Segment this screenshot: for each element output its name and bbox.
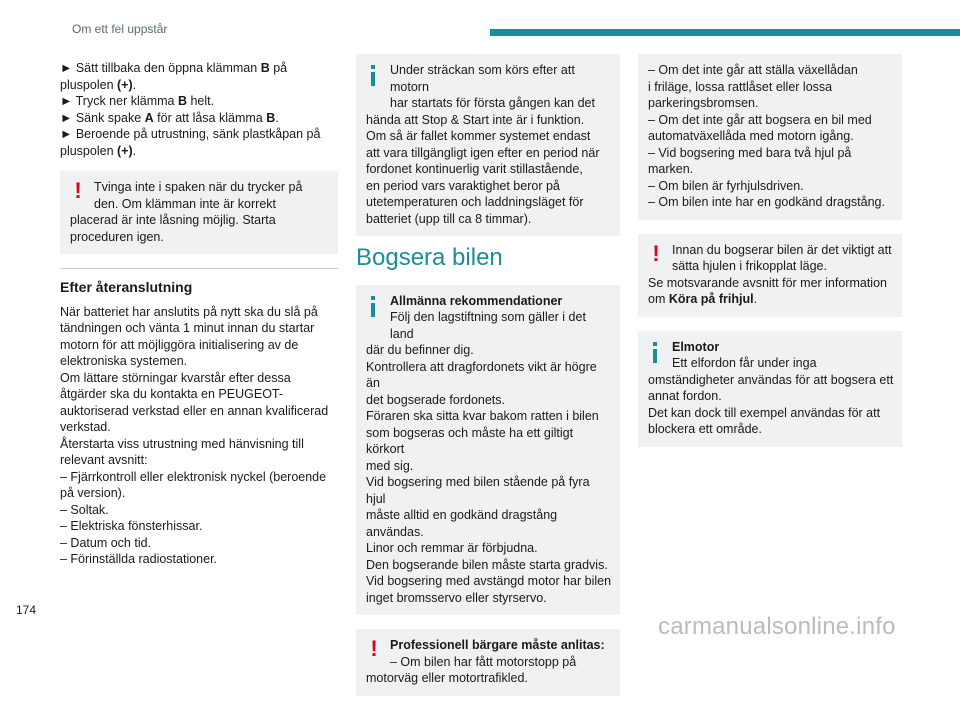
warning-line: Se motsvarande avsnitt för mer information	[648, 275, 887, 290]
warning-box-freewheel	[638, 234, 902, 317]
info-icon	[653, 342, 657, 363]
body-line: elektroniska systemen.	[60, 354, 188, 368]
warning-line: Tvinga inte i spaken när du trycker på	[94, 180, 303, 194]
info-icon	[371, 65, 375, 86]
body-line: – Fjärrkontroll eller elektronisk nyckel (beroende	[60, 469, 327, 484]
box-title: Elmotor	[672, 339, 720, 354]
info-line: Vid bogsering med avstängd motor har bilen	[366, 574, 612, 588]
list-line: – Om bilen inte har en godkänd dragstång.	[648, 195, 885, 209]
steps-list	[60, 60, 338, 159]
info-line: det bogserade fordonets.	[366, 392, 505, 407]
warning-line: – Om bilen har fått motorstopp på	[390, 654, 577, 669]
body-line: – Förinställda radiostationer.	[60, 552, 218, 566]
box-title: Professionell bärgare måste anlitas:	[390, 638, 605, 652]
warning-line: placerad är inte låsning möjlig. Starta	[70, 213, 276, 227]
info-line: att vara tillgängligt igen efter en period när	[366, 145, 600, 160]
info-box-general	[356, 285, 620, 616]
info-line: Ett elfordon får under inga	[672, 356, 817, 370]
section-divider	[60, 268, 338, 269]
step-line: ► Sätt tillbaka den öppna klämman B på	[60, 61, 288, 75]
list-line: – Om det inte går att ställa växellådan	[648, 63, 858, 77]
body-line: – Soltak.	[60, 502, 109, 517]
warning-line: proceduren igen.	[70, 229, 164, 244]
info-line: Den bogserande bilen måste starta gradvis.	[366, 557, 608, 572]
freewheel-reference: Köra på frihjul	[668, 292, 754, 306]
info-line: Det kan dock till exempel användas för att	[648, 405, 881, 420]
warning-line: sätta hjulen i frikopplat läge.	[672, 259, 827, 273]
warning-line: motorväg eller motortrafikled.	[366, 671, 528, 685]
info-line: en period vars varaktighet beror på	[366, 178, 560, 193]
warning-box-professional	[356, 629, 620, 696]
step-line: pluspolen (+).	[60, 143, 137, 158]
column-right	[638, 60, 902, 461]
body-line: åtgärder ska du kontakta en PEUGEOT-	[60, 387, 284, 401]
info-line: Under sträckan som körs efter att motorn	[390, 63, 575, 94]
body-line: Återstarta viss utrustning med hänvisning till	[60, 436, 304, 451]
section-title-towing: Bogsera bilen	[356, 244, 503, 271]
list-line: parkeringsbromsen.	[648, 96, 759, 110]
info-line: hända att Stop & Start inte är i funktion.	[366, 112, 585, 127]
body-line: på version).	[60, 486, 126, 500]
list-line: automatväxellåda med motorn igång.	[648, 129, 854, 143]
step-line: pluspolen (+).	[60, 77, 137, 92]
list-box-conditions	[638, 54, 902, 220]
watermark: carmanualsonline.info	[658, 613, 896, 640]
warning-line: Innan du bogserar bilen är det viktigt att	[672, 242, 892, 257]
warning-box-lever	[60, 171, 338, 254]
step-line: ► Sänk spake A för att låsa klämma B.	[60, 110, 279, 125]
info-line: Kontrollera att dragfordonets vikt är högre än	[366, 359, 597, 390]
warning-exclamation-icon: !	[370, 636, 378, 661]
warning-line: om Köra på frihjul.	[648, 292, 758, 306]
info-line: Föraren ska sitta kvar bakom ratten i bilen	[366, 409, 599, 423]
header-accent-bar	[490, 29, 960, 36]
page-number: 174	[16, 603, 37, 617]
info-line: Vid bogsering med bilen stående på fyra hjul	[366, 475, 590, 506]
info-line: utetemperaturen och laddningsläget för	[366, 195, 584, 209]
info-line: annat fordon.	[648, 389, 722, 403]
info-line: måste alltid en godkänd dragstång användas.	[366, 508, 558, 539]
info-line: med sig.	[366, 458, 414, 473]
header-section-title: Om ett fel uppstår	[72, 22, 168, 36]
body-line: – Elektriska fönsterhissar.	[60, 519, 203, 533]
info-line: batteriet (upp till ca 8 timmar).	[366, 211, 532, 226]
column-left	[60, 60, 338, 568]
step-line: ► Beroende på utrustning, sänk plastkåpan på	[60, 127, 321, 141]
body-line: motorn för att möjliggöra initialisering av de	[60, 337, 299, 352]
list-line: i friläge, lossa rattlåset eller lossa	[648, 79, 833, 94]
body-line: relevant avsnitt:	[60, 453, 148, 467]
info-line: där du befinner dig.	[366, 343, 474, 357]
info-icon	[371, 296, 375, 317]
body-line: När batteriet har anslutits på nytt ska du slå på	[60, 304, 318, 319]
info-line: har startats för första gången kan det	[390, 96, 595, 110]
body-line: auktoriserad verkstad eller en annan kvalificerad	[60, 403, 329, 418]
info-line: som bogseras och måste ha ett giltigt körkort	[366, 425, 574, 456]
list-line: – Vid bogsering med bara två hjul på marken.	[648, 145, 852, 176]
column-middle	[356, 60, 620, 710]
info-line: blockera ett område.	[648, 422, 762, 436]
info-line: Följ den lagstiftning som gäller i det land	[390, 310, 586, 341]
step-line: ► Tryck ner klämma B helt.	[60, 94, 215, 108]
info-box-elmotor	[638, 331, 902, 447]
info-line: Linor och remmar är förbjudna.	[366, 541, 538, 555]
box-title: Allmänna rekommendationer	[390, 293, 563, 308]
warning-exclamation-icon: !	[652, 240, 660, 266]
body-line: tändningen och vänta 1 minut innan du startar	[60, 321, 315, 335]
body-line: verkstad.	[60, 420, 111, 434]
reconnect-body	[60, 304, 338, 568]
info-line: Om så är fallet kommer systemet endast	[366, 129, 591, 143]
info-box-stop-start	[356, 54, 620, 236]
body-line: – Datum och tid.	[60, 535, 152, 550]
section-heading-reconnect: Efter återanslutning	[60, 279, 193, 295]
list-line: – Om det inte går att bogsera en bil med	[648, 112, 872, 127]
list-line: – Om bilen är fyrhjulsdriven.	[648, 178, 804, 193]
info-line: fordonet kontinuerlig varit stillastående,	[366, 162, 583, 176]
info-line: inget bromsservo eller styrservo.	[366, 590, 547, 605]
info-line: omständigheter användas för att bogsera ett	[648, 372, 894, 387]
body-line: Om lättare störningar kvarstår efter dessa	[60, 370, 291, 385]
warning-exclamation-icon: !	[74, 178, 82, 203]
warning-line: den. Om klämman inte är korrekt	[94, 196, 277, 211]
